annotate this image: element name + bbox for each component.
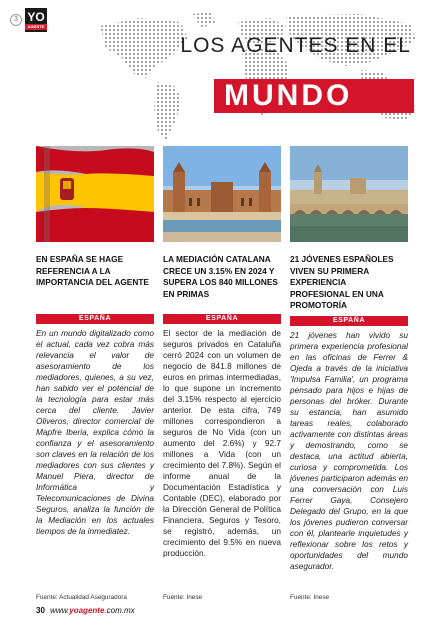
article-2-source: Fuente: Inese xyxy=(163,594,203,601)
article-column-1 xyxy=(36,146,154,537)
article-column-3 xyxy=(290,146,408,572)
cordoba-bridge-image xyxy=(290,146,408,242)
footer-url-suffix: .com.mx xyxy=(104,606,135,615)
world-map-dots xyxy=(60,8,440,146)
article-2-body: El sector de la mediación de seguros privados en Cataluña cerró 2024 con un volumen de negocio de 841.8 millones de euros en primas intermediadas, lo que supone un incremento del 3.15% respecto al ejercicio anterior. De esta cifra, 749 millones correspondieron a seguros de No Vida (con un aumento del 2.6%) y 92.7 millones a Vida (con un crecimiento del 7.8%). Según el informe anual de la Documentación Estadística y Contable (DEC), elaborado por la Dirección General de Política Financiera, Seguros y Tesoro, se registró, además, un crecimiento del 9.5% en nueva producción. xyxy=(163,328,281,558)
article-1-section-tag: ESPAÑA xyxy=(36,314,154,324)
page-marker: 3 xyxy=(10,14,22,26)
footer-url-prefix: www. xyxy=(50,606,70,615)
page-title-big: MUNDO xyxy=(224,79,353,112)
logo-tag: AGENTE xyxy=(25,24,47,30)
plaza-espana-image xyxy=(163,146,281,242)
page-footer xyxy=(36,606,135,615)
article-2-headline: LA MEDIACIÓN CATALANA CRECE UN 3.15% EN 2024 Y SUPERA LOS 840 MILLONES EN PRIMAS xyxy=(163,254,278,299)
footer-url[interactable] xyxy=(50,606,134,615)
article-3-section-tag: ESPAÑA xyxy=(290,316,408,326)
footer-page-number: 30 xyxy=(36,606,45,615)
footer-url-brand: yoagente xyxy=(69,606,105,615)
article-1-headline: EN ESPAÑA SE HAGE REFERENCIA A LA IMPORTANCIA DEL AGENTE xyxy=(36,254,149,287)
article-column-2 xyxy=(163,146,281,559)
article-2-section-tag: ESPAÑA xyxy=(163,314,281,324)
article-1-body: En un mundo digitalizado como el actual, cada vez cobra más relevancia el valor de asesoramiento de los mediadores, quienes, a su vez, han sabido ver el potencial de la tecnología para estar más cerca del cliente. Javier Oliveros, director comercial de Mapfre Iberia, explica cómo la confianza y el asesoramiento son claves en la relación de los mediadores con sus clientes y Manuel Piera, director de Informática y Telecomunicaciones de Divina Seguros, analiza la función de la Mediación en los actuales tiempos de la inmediatez. xyxy=(36,328,154,536)
logo-text: YO xyxy=(27,9,45,24)
header-logo-area xyxy=(10,8,47,32)
yo-agente-logo xyxy=(25,8,47,32)
article-3-body: 21 jóvenes han vivido su primera experiencia profesional en las oficinas de Ferrer & Ojeda a través de la iniciativa 'Impulsa Familia', un programa pensado para hijos e hijas de personas del bróker. Durante su estancia, han asumido tareas reales, colaborado activamente con distintas áreas y demostrando, como se destaca, una actitud abierta, curiosa y comprometida. Los jóvenes participaron además en una conversación con Luis Ferrer Gaya, Consejero Delegado del Grupo, en la que los jóvenes pudieron conversar con él, plantearle inquietudes y reflexionar sobre los retos y oportunidades del mundo asegurador. xyxy=(290,329,408,571)
article-3-source: Fuente: Inese xyxy=(290,594,330,601)
page-title-top: LOS AGENTES EN EL xyxy=(180,34,411,57)
spain-flag-image xyxy=(36,146,154,242)
article-1-source: Fuente: Actualidad Aseguradora xyxy=(36,594,127,601)
article-3-headline: 21 JÓVENES ESPAÑOLES VIVEN SU PRIMERA EXPERIENCIA PROFESIONAL EN UNA PROMOTORÍA xyxy=(290,254,394,310)
